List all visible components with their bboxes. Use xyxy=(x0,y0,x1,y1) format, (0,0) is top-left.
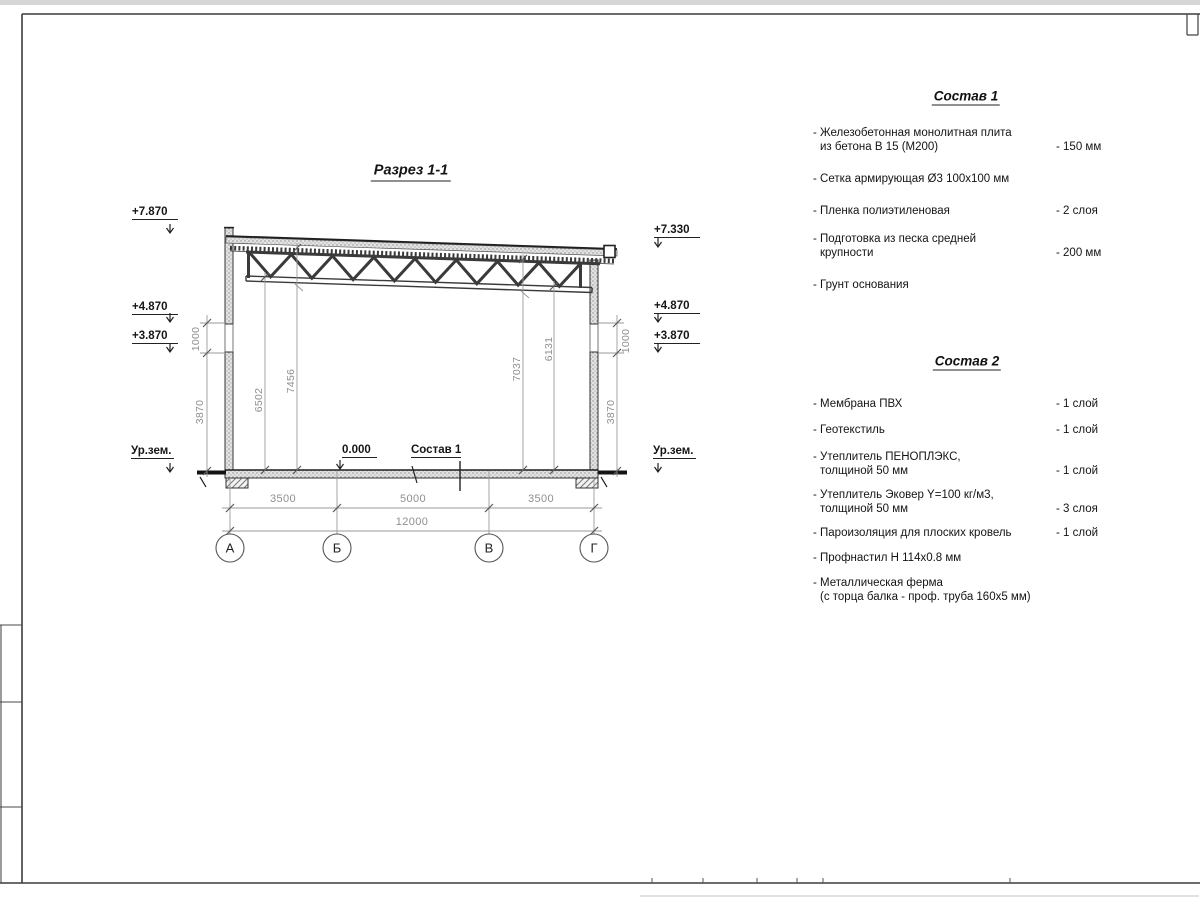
elevation-right-low: +3.870 xyxy=(654,330,700,344)
floor-slab xyxy=(225,461,598,491)
dim-right-1000: 1000 xyxy=(620,328,632,354)
dim-total-12000: 12000 xyxy=(395,516,429,528)
list-item: - Пароизоляция для плоских кровель - 1 слой xyxy=(813,527,1099,539)
elevation-left-mid: +4.870 xyxy=(132,301,178,315)
dim-int-6131: 6131 xyxy=(543,336,555,362)
dim-span-ab: 3500 xyxy=(269,493,297,505)
elevation-left-low: +3.870 xyxy=(132,330,178,344)
drawing-title: Разрез 1-1 xyxy=(371,163,451,182)
list-item: - Сетка армирующая Ø3 100х100 мм xyxy=(813,173,1010,185)
list-item: - Утеплитель ПЕНОПЛЭКС, толщиной 50 мм - 1 слой xyxy=(813,451,1099,477)
dim-span-bv: 5000 xyxy=(399,493,427,505)
list-item: - Геотекстиль - 1 слой xyxy=(813,424,1099,436)
roof-truss xyxy=(246,252,600,298)
dimension-ticks xyxy=(203,244,621,535)
list-item: - Железобетонная монолитная плита из бетона В 15 (М200) - 150 мм xyxy=(813,127,1102,153)
list-item: - Пленка полиэтиленовая - 2 слоя xyxy=(813,205,1098,217)
list-item: - Подготовка из песка средней крупности - 200 мм xyxy=(813,233,1102,259)
title-block-remnant xyxy=(640,878,1199,896)
elevation-right-mid: +4.870 xyxy=(654,300,700,314)
dim-span-vg: 3500 xyxy=(527,493,555,505)
ground-level-right: Ур.зем. xyxy=(653,445,696,459)
sostav1-title: Состав 1 xyxy=(933,88,999,104)
sheet-top-edge xyxy=(0,0,1200,5)
dim-int-7456: 7456 xyxy=(285,368,297,394)
sostav2-title: Состав 2 xyxy=(934,353,1000,369)
axis-label-b: Б xyxy=(332,540,342,556)
elevation-left-top: +7.870 xyxy=(132,206,178,220)
list-item: - Утеплитель Эковер Y=100 кг/м3, толщиной 50 мм - 3 слоя xyxy=(813,489,1098,515)
zero-level-mark: 0.000 xyxy=(342,444,377,458)
axis-label-v: В xyxy=(484,540,494,556)
dim-right-3870: 3870 xyxy=(605,399,617,425)
list-item: - Мембрана ПВХ - 1 слой xyxy=(813,398,1099,410)
sheet-filing-boxes xyxy=(0,625,22,883)
floor-composition-label: Состав 1 xyxy=(411,444,462,456)
list-item: - Металлическая ферма (с торца балка - проф. труба 160х5 мм) xyxy=(813,577,1031,603)
elevation-right-top: +7.330 xyxy=(654,224,700,238)
axis-label-g: Г xyxy=(590,540,598,556)
list-item: - Профнастил Н 114х0.8 мм xyxy=(813,552,962,564)
truss-bottom-chord xyxy=(246,276,592,293)
axis-label-a: А xyxy=(225,540,235,556)
dim-int-7037: 7037 xyxy=(511,356,523,382)
end-beam-tube xyxy=(604,246,615,258)
dim-left-1000: 1000 xyxy=(190,326,202,352)
axis-bubbles xyxy=(216,534,608,562)
ground-level-left: Ур.зем. xyxy=(131,445,174,459)
foundations xyxy=(226,478,598,488)
sheet-corner-box xyxy=(1187,14,1198,35)
list-item: - Грунт основания xyxy=(813,279,909,291)
dim-left-3870: 3870 xyxy=(194,399,206,425)
dim-int-6502: 6502 xyxy=(253,387,265,413)
